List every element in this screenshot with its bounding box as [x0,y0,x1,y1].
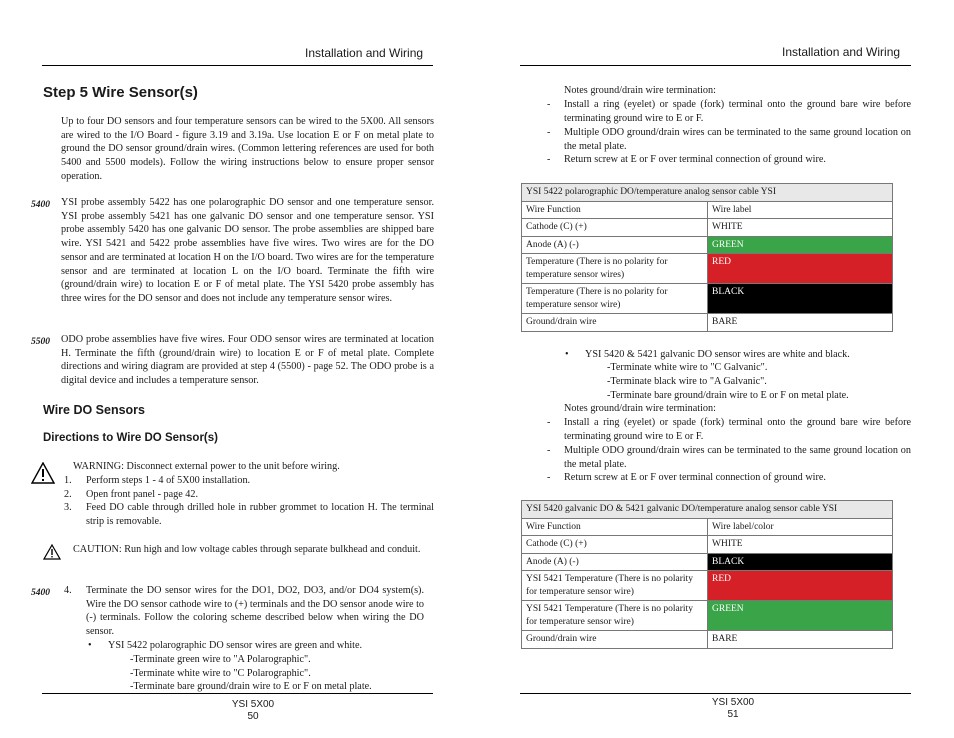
step4-model-label: 5400 [31,588,50,598]
wire-function-cell: YSI 5421 Temperature (There is no polarity for temperature sensor wire) [522,571,708,601]
note-item [547,126,911,153]
table-row [522,284,893,314]
sub-line: -Terminate white wire to "C Galvanic". [607,362,768,373]
left-footer-rule [42,693,433,694]
wire-label-cell: GREEN [708,601,893,631]
left-footer [222,699,284,723]
wire-label-cell: BARE [708,314,893,332]
step-item [64,474,434,488]
dash-marker: - [547,417,551,428]
caution-text: CAUTION: Run high and low voltage cables through separate bulkhead and conduit. [73,544,421,555]
wire-label-cell: WHITE [708,536,893,554]
wire-label-cell: RED [708,254,893,284]
sub-line: -Terminate white wire to "C Polarographic". [130,668,311,679]
notes-heading: Notes ground/drain wire termination: [564,85,716,96]
wire-label-cell: BLACK [708,553,893,571]
table-header-cell: Wire label/color [708,518,893,536]
note-item [547,153,911,167]
bullet-text: YSI 5420 & 5421 galvanic DO sensor wires are white and black. [585,349,850,360]
dash-marker: - [547,127,551,138]
dash-marker: - [547,154,551,165]
note-text: Return screw at E or F over terminal connection of ground wire. [564,154,826,165]
model-label-5500: 5500 [31,337,50,347]
wire-function-cell: Temperature (There is no polarity for temperature sensor wires) [522,254,708,284]
table-row [522,601,893,631]
table-row [522,631,893,649]
page-title: Step 5 Wire Sensor(s) [43,84,198,101]
bullet-text: YSI 5422 polarographic DO sensor wires are green and white. [108,640,363,651]
wire-label-cell: BARE [708,631,893,649]
note-item [547,416,911,444]
wire-function-cell: Anode (A) (-) [522,553,708,571]
footer-page-number: 51 [727,709,739,720]
table-header-cell: Wire Function [522,518,708,536]
cable-table-5420-5421 [521,500,893,649]
right-running-header: Installation and Wiring [782,45,901,59]
intro-paragraph: Up to four DO sensors and four temperature sensors can be wired to the 5X00. All sensors are wired to the I/O Board - figure 3.19 and 3.19a. Use location E or F on metal plate to ground the DO sensor ground/drain wires. (Common lettering references are used for both 5400 and 5500 models). Follow the wiring instructions below to ensure proper sensor operation. [61,116,434,182]
wire-label-cell: WHITE [708,219,893,237]
notes-heading: Notes ground/drain wire termination: [564,403,716,414]
steps-list [64,474,434,529]
note-item [547,98,911,126]
table-row [522,236,893,254]
step-item [64,501,434,529]
table-title: YSI 5420 galvanic DO & 5421 galvanic DO/temperature analog sensor cable YSI [522,501,893,519]
wire-function-cell: YSI 5421 Temperature (There is no polarity for temperature sensor wire) [522,601,708,631]
paragraph-5400: YSI probe assembly 5422 has one polarographic DO sensor and one temperature sensor. YSI probe assembly 5421 has one galvanic DO sensor and one temperature sensor. YSI probe assembly 5420 has one galvanic DO sensor. The probe assemblies are shipped bare wire. YSI 5421 and 5422 probe assemblies have five wires. Two wires are for the DO sensor and are terminated at location H on the I/O board. Two wires are for the temperature sensor and are terminated at location L on the I/O board. Terminate the fifth wire (ground/drain wire) to location E or F of metal plate. The YSI 5420 probe assembly has three wires for the DO sensor and does not include any temperature sensor wires. [61,197,434,304]
step-text: Open front panel - page 42. [86,488,199,500]
wire-label-cell: GREEN [708,236,893,254]
step-text: Perform steps 1 - 4 of 5X00 installation. [86,475,251,486]
step-text: Feed DO cable through drilled hole in rubber grommet to location H. The terminal strip is removable. [86,502,434,528]
wire-function-cell: Ground/drain wire [522,631,708,649]
step-item [64,488,434,502]
table-row [522,536,893,554]
table-row [522,571,893,601]
wire-label-cell: BLACK [708,284,893,314]
wire-function-cell: Temperature (There is no polarity for temperature sensor wire) [522,284,708,314]
footer-page-number: 50 [247,711,259,722]
wire-function-cell: Anode (A) (-) [522,236,708,254]
table-row [522,219,893,237]
note-item [547,471,911,485]
notes-list [547,416,911,485]
model-label-5400: 5400 [31,200,50,210]
dash-marker: - [547,99,551,110]
table-header-cell: Wire Function [522,201,708,219]
step4-text: Terminate the DO sensor wires for the DO1, DO2, DO3, and/or DO4 system(s). Wire the DO sensor cathode wire to (+) terminals and the DO sensor anode wire to (-) terminals. Follow the coloring scheme described below when wiring the DO sensor. [86,585,424,638]
right-footer [702,697,764,721]
notes-list [547,98,911,167]
table-row [522,314,893,332]
right-footer-rule [520,693,911,694]
note-text: Return screw at E or F over terminal connection of ground wire. [564,472,826,483]
table-row [522,254,893,284]
warning-text: WARNING: Disconnect external power to the unit before wiring. [73,461,340,472]
right-header-rule [520,65,911,66]
wire-do-sensors-heading: Wire DO Sensors [43,403,146,417]
step-number: 2. [64,488,72,500]
sub-line: -Terminate black wire to "A Galvanic". [607,376,767,387]
paragraph-5500: ODO probe assemblies have five wires. Four ODO sensor wires are terminated at location H. Terminate the fifth (ground/drain wire) to location E or F of metal plate. Complete directions and wiring diagram are provided at step 4 (5500) - page 52. The ODO probe is a digital device and includes a temperature sensor. [61,334,434,387]
wire-label-cell: RED [708,571,893,601]
bullet-dot-icon: • [88,640,92,651]
table-row [522,553,893,571]
note-text: Install a ring (eyelet) or spade (fork) terminal onto the ground bare wire before terminating ground wire to E or F. [564,99,911,124]
wire-function-cell: Cathode (C) (+) [522,219,708,237]
cable-table-5422 [521,183,893,332]
table-header-cell: Wire label [708,201,893,219]
step4-number: 4. [64,585,72,596]
wire-function-cell: Cathode (C) (+) [522,536,708,554]
left-running-header: Installation and Wiring [305,46,424,60]
dash-marker: - [547,472,551,483]
note-text: Multiple ODO ground/drain wires can be terminated to the same ground location on the metal plate. [564,127,911,152]
step-number: 1. [64,475,72,486]
dash-marker: - [547,445,551,456]
bullet-dot-icon: • [565,349,569,360]
sub-line: -Terminate bare ground/drain wire to E or F on metal plate. [130,681,372,692]
caution-icon [43,544,61,560]
wire-function-cell: Ground/drain wire [522,314,708,332]
sub-line: -Terminate green wire to "A Polarographic". [130,654,311,665]
footer-model: YSI 5X00 [711,697,755,708]
left-header-rule [42,65,433,66]
sub-line: -Terminate bare ground/drain wire to E or F on metal plate. [607,390,849,401]
note-text: Install a ring (eyelet) or spade (fork) terminal onto the ground bare wire before terminating ground wire to E or F. [564,417,911,442]
directions-heading: Directions to Wire DO Sensor(s) [43,432,218,444]
footer-model: YSI 5X00 [231,699,275,710]
note-text: Multiple ODO ground/drain wires can be terminated to the same ground location on the metal plate. [564,445,911,470]
table-title: YSI 5422 polarographic DO/temperature analog sensor cable YSI [522,184,893,202]
step-number: 3. [64,502,72,514]
note-item [547,444,911,471]
warning-icon [31,462,55,484]
